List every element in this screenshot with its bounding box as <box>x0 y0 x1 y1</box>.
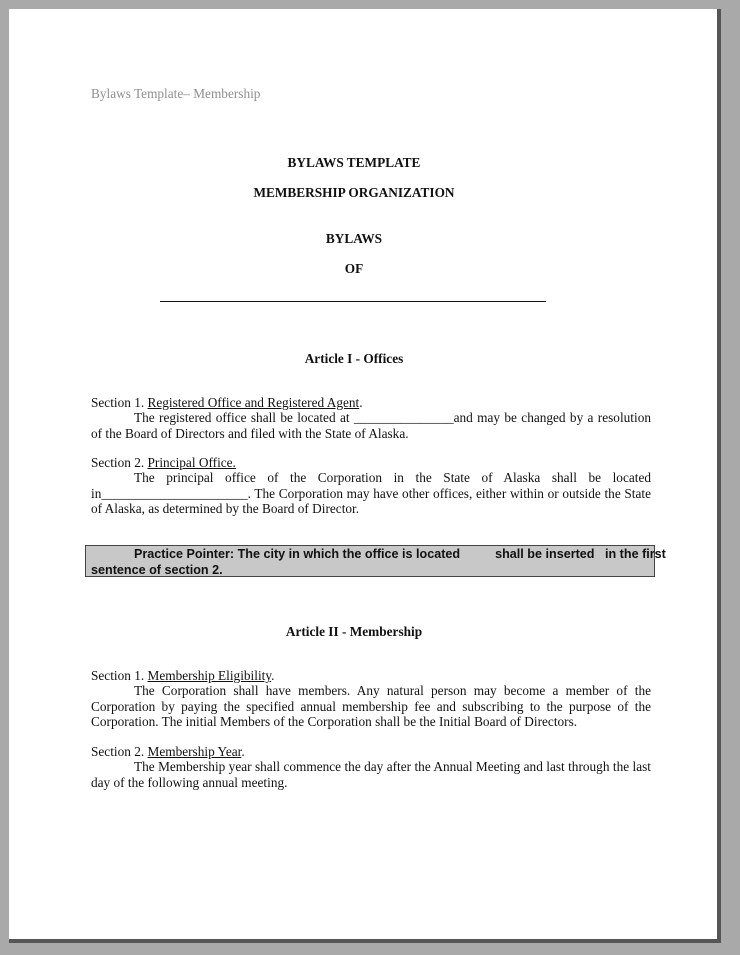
title-bylaws-template: BYLAWS TEMPLATE <box>287 155 421 170</box>
section-number: Section 2. <box>91 744 148 759</box>
section-body: The Corporation shall have members. Any natural person may become a member of the Corporation by paying the specified annual membership fee and subscribing to the purpose of the Corporation. The initial Members of the Corporation shall be the Initial Board of Directors. <box>91 683 651 730</box>
section-body <box>91 410 651 441</box>
section-number: Section 1. <box>91 395 148 410</box>
section-body <box>91 470 651 516</box>
document-page <box>9 9 721 943</box>
section-number: Section 1. <box>91 668 148 683</box>
section-title: Membership Eligibility <box>147 668 272 683</box>
section-number: Section 2. <box>91 455 148 470</box>
article-1-heading: Article I - Offices <box>304 351 404 366</box>
section-title-end: . <box>241 744 245 759</box>
title-bylaws: BYLAWS <box>325 231 383 246</box>
section-heading <box>91 744 651 759</box>
section-body: The Membership year shall commence the day after the Annual Meeting and last through the last day of the following annual meeting. <box>91 759 651 790</box>
section-heading <box>91 395 651 410</box>
section-heading <box>91 668 651 683</box>
section-heading <box>91 455 651 470</box>
section-title: Principal Office. <box>147 455 236 470</box>
body-text-b: and may be changed by a resolution of the Board of Directors and filed with the State of Alaska. <box>91 410 651 441</box>
title-of: OF <box>344 261 364 276</box>
section-title: Registered Office and Registered Agent <box>147 395 360 410</box>
section-title: Membership Year <box>147 744 242 759</box>
location-blank: ______________________ <box>101 485 248 501</box>
body-text-a: The registered office shall be located at <box>134 410 354 426</box>
practice-pointer-line-1: Practice Pointer: The city in which the office is located shall be inserted in the first <box>134 547 666 561</box>
article-2-section-1 <box>91 668 651 730</box>
section-title-end: . <box>271 668 275 683</box>
location-blank: _______________ <box>353 410 454 426</box>
article-1-section-1 <box>91 395 651 441</box>
title-membership-organization: MEMBERSHIP ORGANIZATION <box>253 185 455 200</box>
running-header: Bylaws Template– Membership <box>91 86 261 101</box>
article-2-heading: Article II - Membership <box>285 624 423 639</box>
section-title-end: . <box>359 395 363 410</box>
article-2-section-2 <box>91 744 651 790</box>
organization-name-blank-line <box>160 301 546 302</box>
practice-pointer-line-2: sentence of section 2. <box>91 562 223 577</box>
body-text-a: The principal office of the Corporation in the State of Alaska shall be located in <box>91 470 651 501</box>
practice-pointer-box <box>85 545 666 577</box>
body-text-b: . The Corporation may have other offices, either within or outside the State of Alaska, as determined by the Board of Director. <box>91 485 651 517</box>
article-1-section-2 <box>91 455 651 517</box>
